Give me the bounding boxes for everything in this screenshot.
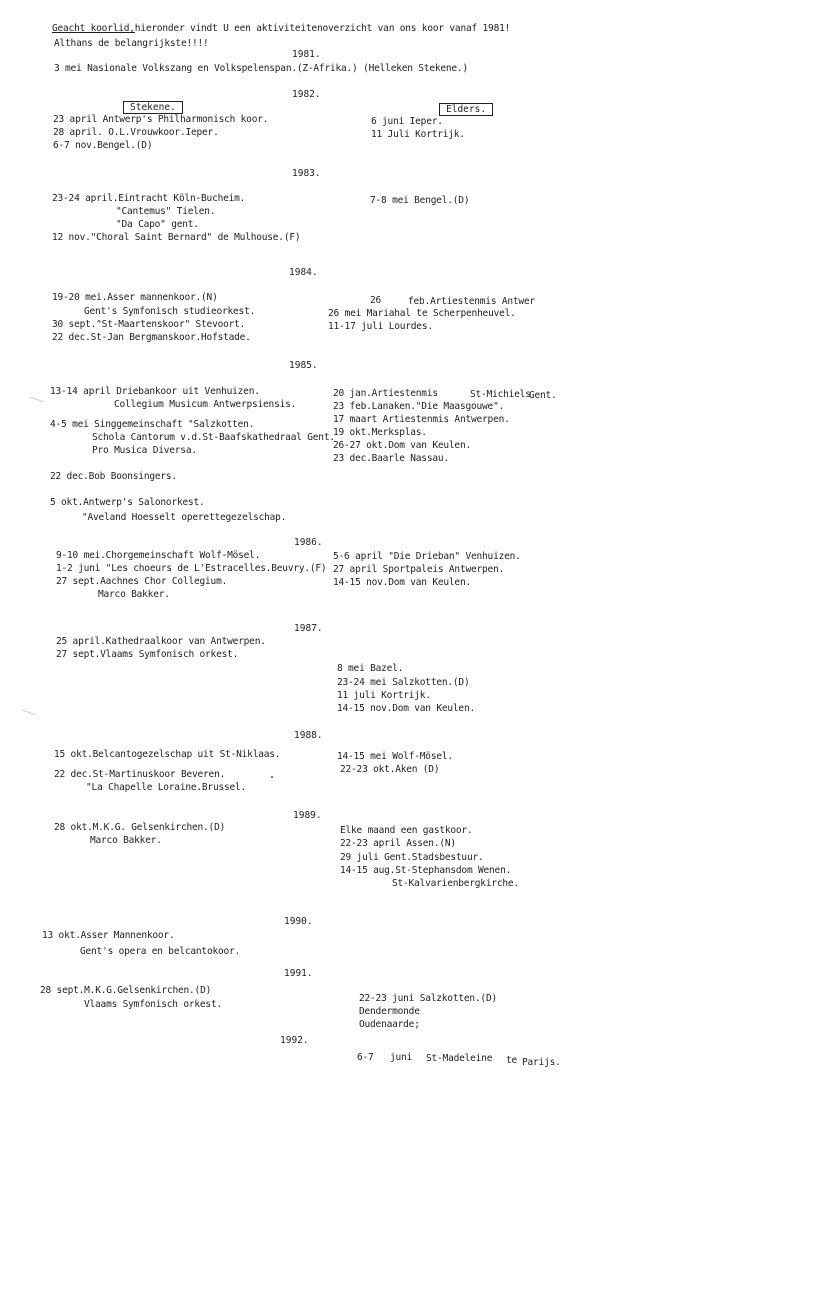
entry-1982-r2: 11 Juli Kortrijk.: [371, 129, 465, 140]
scan-mark: [30, 397, 43, 403]
intro-line-1: [52, 23, 510, 35]
entry-1984-l4: 22 dec.St-Jan Bergmanskoor.Hofstade.: [52, 332, 251, 343]
entry-1987-r3: 11 juli Kortrijk.: [337, 690, 431, 701]
entry-1988-l2: 22 dec.St-Martinuskoor Beveren.: [54, 769, 226, 780]
entry-1983-r1: 7-8 mei Bengel.(D): [370, 195, 470, 206]
entry-1987-l2: 27 sept.Vlaams Symfonisch orkest.: [56, 649, 239, 660]
entry-1992-r1c: St-Madeleine: [426, 1053, 493, 1064]
entry-1982-l2: 28 april. O.L.Vrouwkoor.Ieper.: [53, 127, 219, 138]
entry-1985-l5: Pro Musica Diversa.: [92, 445, 197, 456]
entry-1992-r1d: te: [506, 1055, 518, 1066]
entry-1986-l3: 27 sept.Aachnes Chor Collegium.: [56, 576, 228, 587]
year-1992: 1992.: [280, 1035, 309, 1046]
entry-1988-r2: 22-23 okt.Aken (D): [340, 764, 440, 775]
entry-1983-l1: 23-24 april.Eintracht Köln-Bucheim.: [52, 193, 246, 204]
entry-1989-r3: 29 juli Gent.Stadsbestuur.: [340, 852, 484, 863]
entry-1985-l1: 13-14 april Driebankoor uit Venhuizen.: [50, 386, 260, 397]
entry-1989-r2: 22-23 april Assen.(N): [340, 838, 456, 849]
entry-1989-r1: Elke maand een gastkoor.: [340, 825, 473, 836]
entry-1988-r1: 14-15 mei Wolf-Mösel.: [337, 751, 453, 762]
entry-1992-r1a: 6-7: [357, 1052, 374, 1063]
entry-1986-l1: 9-10 mei.Chorgemeinschaft Wolf-Mösel.: [56, 550, 261, 561]
entry-1989-l2: Marco Bakker.: [90, 835, 162, 846]
entry-1985-r5: 26-27 okt.Dom van Keulen.: [333, 440, 471, 451]
entry-1986-r2: 27 april Sportpaleis Antwerpen.: [333, 564, 505, 575]
entry-1983-l4: 12 nov."Choral Saint Bernard" de Mulhouse.(F): [52, 232, 301, 243]
entry-1985-r1a: 20 jan.Artiestenmis: [333, 388, 438, 399]
entry-1982-l1: 23 april Antwerp's Philharmonisch koor.: [53, 114, 269, 125]
entry-1985-l3: 4-5 mei Singgemeinschaft "Salzkotten.: [50, 419, 255, 430]
entry-1990-l2: Gent's opera en belcantokoor.: [80, 946, 241, 957]
entry-1989-r5: St-Kalvarienbergkirche.: [392, 878, 519, 889]
entry-1985-r2: 23 feb.Lanaken."Die Maasgouwe".: [333, 401, 505, 412]
entry-1991-l2: Vlaams Symfonisch orkest.: [84, 999, 222, 1010]
scan-mark: [22, 710, 35, 716]
year-1991: 1991.: [284, 968, 313, 979]
entry-1989-r4: 14-15 aug.St-Stephansdom Wenen.: [340, 865, 512, 876]
entry-1984-r1a: 26: [370, 295, 382, 306]
intro-salutation: Geacht koorlid,: [52, 23, 135, 34]
entry-1983-l3: "Da Capo" gent.: [116, 219, 199, 230]
entry-1985-r1c: Gent.: [529, 390, 557, 401]
scan-dot: [271, 776, 273, 778]
intro-line-2: Althans de belangrijkste!!!!: [54, 38, 209, 49]
year-1989: 1989.: [293, 810, 322, 821]
entry-1987-r1: 8 mei Bazel.: [337, 663, 404, 674]
entry-1985-l8: "Aveland Hoesselt operettegezelschap.: [82, 512, 287, 523]
entry-1985-l7: 5 okt.Antwerp's Salonorkest.: [50, 497, 205, 508]
entry-1990-l1: 13 okt.Asser Mannenkoor.: [42, 930, 175, 941]
entry-1991-r2: Dendermonde: [359, 1006, 420, 1017]
entry-1984-r3: 11-17 juli Lourdes.: [328, 321, 433, 332]
entry-1984-r1b: feb.Artiestenmis Antwer: [408, 296, 535, 307]
entry-1984-l1: 19-20 mei.Asser mannenkoor.(N): [52, 292, 218, 303]
entry-1991-r3: Oudenaarde;: [359, 1019, 420, 1030]
entry-1989-l1: 28 okt.M.K.G. Gelsenkirchen.(D): [54, 822, 226, 833]
entry-1984-l3: 30 sept."St-Maartenskoor" Stevoort.: [52, 319, 246, 330]
year-1988: 1988.: [294, 730, 323, 741]
year-1990: 1990.: [284, 916, 313, 927]
intro-line-1-rest: hieronder vindt U een aktiviteitenoverzicht van ons koor vanaf 1981!: [134, 23, 511, 34]
entry-1982-r1: 6 juni Ieper.: [371, 116, 443, 127]
entry-1986-r1: 5-6 april "Die Drieban" Venhuizen.: [333, 551, 521, 562]
entry-1991-r1: 22-23 juni Salzkotten.(D): [359, 993, 497, 1004]
entry-1986-r3: 14-15 nov.Dom van Keulen.: [333, 577, 471, 588]
header-elders: Elders.: [439, 103, 493, 116]
year-1981: 1981.: [292, 49, 321, 60]
entry-1985-r3: 17 maart Artiestenmis Antwerpen.: [333, 414, 510, 425]
entry-1985-r4: 19 okt.Merksplas.: [333, 427, 427, 438]
entry-1988-l1: 15 okt.Belcantogezelschap uit St-Niklaas.: [54, 749, 281, 760]
entry-1991-l1: 28 sept.M.K.G.Gelsenkirchen.(D): [40, 985, 212, 996]
entry-1985-l6: 22 dec.Bob Boonsingers.: [50, 471, 177, 482]
year-1985: 1985.: [289, 360, 318, 371]
entry-1992-r1b: juni: [390, 1052, 413, 1063]
entry-1983-l2: "Cantemus" Tielen.: [116, 206, 216, 217]
year-1984: 1984.: [289, 267, 318, 278]
entry-1987-l1: 25 april.Kathedraalkoor van Antwerpen.: [56, 636, 266, 647]
entry-1986-l4: Marco Bakker.: [98, 589, 170, 600]
entry-1985-l2: Collegium Musicum Antwerpsiensis.: [114, 399, 297, 410]
entry-1987-r4: 14-15 nov.Dom van Keulen.: [337, 703, 475, 714]
entry-1985-l4: Schola Cantorum v.d.St-Baafskathedraal Gent.: [92, 432, 335, 443]
year-1982: 1982.: [292, 89, 321, 100]
entry-1986-l2: 1-2 juni "Les choeurs de L'Estracelles.Beuvry.(F): [56, 563, 327, 574]
entry-1984-l2: Gent's Symfonisch studieorkest.: [84, 306, 256, 317]
year-1983: 1983.: [292, 168, 321, 179]
entry-1992-r1e: Parijs.: [522, 1057, 561, 1068]
year-1986: 1986.: [294, 537, 323, 548]
entry-1985-r6: 23 dec.Baarle Nassau.: [333, 453, 449, 464]
entry-1988-l3: "La Chapelle Loraine.Brussel.: [86, 782, 247, 793]
entry-1984-r2: 26 mei Mariahal te Scherpenheuvel.: [328, 308, 516, 319]
entry-1985-r1b: St-Michiels: [470, 389, 531, 400]
entry-1987-r2: 23-24 mei Salzkotten.(D): [337, 677, 470, 688]
header-stekene: Stekene.: [123, 101, 183, 114]
entry-1982-l3: 6-7 nov.Bengel.(D): [53, 140, 153, 151]
entry-1981-1: 3 mei Nasionale Volkszang en Volkspelenspan.(Z-Afrika.) (Helleken Stekene.): [54, 63, 468, 74]
year-1987: 1987.: [294, 623, 323, 634]
